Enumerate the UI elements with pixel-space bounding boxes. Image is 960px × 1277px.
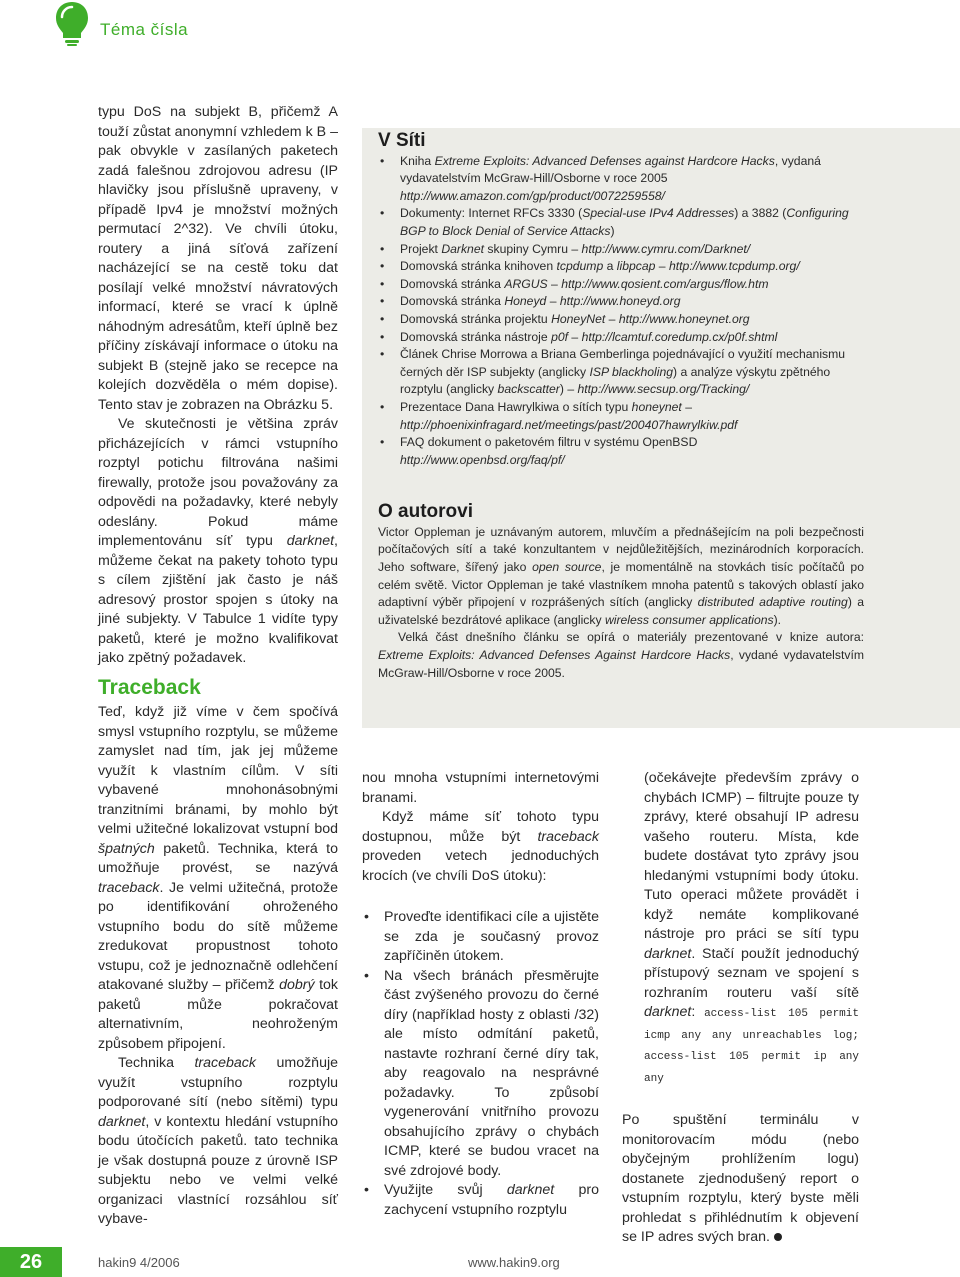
column-2 — [362, 769, 599, 1220]
resource-item: • Kniha Extreme Exploits: Advanced Defenses against Hardcore Hacks, vydaná vydavatelstvím McGraw-Hill/Osborne v roce 2005 http://www.amazon.com/gp/product/0072259558/ — [378, 153, 864, 206]
resource-item: • Projekt Darknet skupiny Cymru – http://www.cymru.com/Darknet/ — [378, 241, 864, 259]
v-siti-heading: V Síti — [378, 130, 426, 151]
col1-paragraph: Teď, když již víme v čem spočívá smysl vstupního rozptylu, se můžeme zamyslet nad tím, jak jej můžeme využít k vlastním cílům. V síti vybavené mnohonásobnými tranzitními bránami, by mohlo být velmi užitečné lokalizovat vstupní bod špatných paketů. Technika, která to umožňuje provést, se nazývá traceback. Je velmi užitečná, protože po identifikování ohroženého vstupního bodu do sítě můžeme zredukovat propustnost tohoto vstupu, což je jednoznačně odlehčení atakované služby – přičemž dobrý tok paketů může pokračovat alternativním, neohroženým způsobem připojení. — [98, 704, 338, 1052]
resource-item: • Článek Chrise Morrowa a Briana Gemberlinga pojednávající o využití mechanismu černých děr ISP subjekty (anglicky ISP blackholing) a analýze výskytu zpětného rozptylu (anglicky backscatter) – http://www.secsup.org/Tracking/ — [378, 346, 864, 399]
autor-text — [378, 524, 864, 682]
col3-paragraph-2: Po spuštění terminálu v monitorovacím módu (nebo obyčejným prohlížením logu) dostanete zjednodušený report o vstupním rozptylu, který byste měli prohledat s přihlédnutím k objevení se IP adres svých bran. — [622, 1112, 859, 1245]
step-item: • Proveďte identifikaci cíle a ujistěte se zda je současný provoz zapříčiněn útokem. — [362, 908, 599, 967]
resource-item: • Domovská stránka nástroje p0f – http://lcamtuf.coredump.cx/p0f.shtml — [378, 329, 864, 347]
issue-label: hakin9 4/2006 — [98, 1255, 180, 1270]
col1-paragraph: typu DoS na subjekt B, přičemž A touží zůstat anonymní vzhledem k B – pak obvykle v zasílaných paketech zadá falešnou zdrojovou adresu (IP hlavičky jsou příslušně upraveny, v případě Ipv4 je množství možných permutací 2^32). Ve chvíli útoku, routery a jiná síťová zařízení nacházející se na cestě toku dat posílají velké množství návratových informací, které se vrací k úplně náhodným adresátům, kteří úplně bez příčiny získávají informace o útoku na subjekt B (stejně jako se recepce na kolejích dozvěděla o mém dopise). Tento stav je zobrazen na Obrázku 5. — [98, 104, 338, 413]
resource-item: • Dokumenty: Internet RFCs 3330 (Special-use IPv4 Addresses) a 3882 (Configuring BGP to Block Denial of Service Attacks) — [378, 205, 864, 240]
col2-paragraph-1: nou mnoha vstupními internetovými branami. — [362, 770, 599, 806]
v-siti-list — [378, 153, 864, 470]
autor-paragraph: Victor Oppleman je uznávaným autorem, mluvčím a přednášejícím na poli bezpečnosti počítačových sítí a také konzultantem v nejdůležitějších, mezinárodních korporacích. Jeho software, šířený jako open source, je momentálně na stovkách tisíc počítačů po celém světě. Victor Oppleman je také vlastníkem mnoha patentů s takových oblastí jako adaptivní výběr připojení v rozprášených sítích (anglicky distributed adaptive routing) a uživatelské bezdrátové aplikace (anglicky wireless consumer applications). — [378, 524, 864, 627]
website-link[interactable]: www.hakin9.org — [468, 1255, 560, 1270]
resource-item: • Domovská stránka ARGUS – http://www.qosient.com/argus/flow.htm — [378, 276, 864, 294]
lightbulb-icon — [54, 0, 90, 46]
autor-heading: O autorovi — [378, 501, 474, 523]
column-1 — [98, 103, 338, 1230]
resource-item: • Prezentace Dana Hawrylkiwa o sítích typu honeynet – http://phoenixinfragard.net/meetings/past/200407hawrylkiw.pdf — [378, 399, 864, 434]
col2-paragraph-2: Když máme síť tohoto typu dostupnou, může být traceback proveden vetech jednoduchých krocích (ve chvíli DoS útoku): — [362, 809, 599, 884]
page-number: 26 — [0, 1247, 62, 1277]
resource-item: • Domovská stránka knihoven tcpdump a libpcap – http://www.tcpdump.org/ — [378, 258, 864, 276]
resource-item: • FAQ dokument o paketovém filtru v systému OpenBSD http://www.openbsd.org/faq/pf/ — [378, 434, 864, 469]
autor-paragraph: Velká část dnešního článku se opírá o materiály prezentované v knize autora: Extreme Exploits: Advanced Defenses Against Hardcore Hacks, vydané vydavatelstvím McGraw-Hill/Osborne v roce 2005. — [378, 630, 864, 680]
resource-item: • Domovská stránka projektu HoneyNet – http://www.honeynet.org — [378, 311, 864, 329]
traceback-heading: Traceback — [98, 675, 201, 699]
resource-item: • Domovská stránka Honeyd – http://www.honeyd.org — [378, 293, 864, 311]
column-3 — [622, 769, 859, 1248]
sidebar-box — [362, 128, 960, 728]
step-item: • Využijte svůj darknet pro zachycení vstupního rozptylu — [362, 1181, 599, 1220]
traceback-steps — [362, 908, 599, 1220]
col1-paragraph: Technika traceback umožňuje využít vstupního rozptylu podporované sítí (nebo sítěmi) typu darknet, v kontextu hledání vstupního bodu útočících paketů. tato technika je však dostupná pouze z úrovně ISP subjektu nebo ve velmi velké organizaci vlastnící rozsáhlou síť vybave- — [98, 1055, 338, 1227]
col1-paragraph: Ve skutečnosti je většina zpráv přicházejících v rámci vstupního rozptyl potichu filtrována našimi firewally, protože jsou považovány za odpovědi na požadavky, které nebyly odeslány. Pokud máme implementovánu síť typu darknet, můžeme čekat na pakety tohoto typu s cílem zjištění jak často je náš adresový prostor spojen s útoky na jiné subjekty. V Tabulce 1 vidíte typy paketů, které je možno kvalifikovat jako zpětný požadavek. — [98, 416, 338, 666]
col3-paragraph-1: (očekávejte především zprávy o chybách ICMP) – filtrujte pouze ty zprávy, které obsahují IP adresu vašeho routeru. Místa, kde budete dostávat tyto zprávy jsou hledanými vstupními body útoku. Tuto operaci můžete provádět i když nemáte komplikované nástroje pro práci se sítí typu darknet. Stačí použít jednoduchý přístupový seznam ve spojení s rozhraním routeru vaší sítě darknet: access-list 105 permit icmp any any unreachables log; access-list 105 permit ip any any — [644, 770, 859, 1085]
end-of-article-mark — [774, 1233, 782, 1241]
section-title: Téma čísla — [100, 20, 189, 39]
step-item: • Na všech bránách přesměrujte část zvýšeného provozu do černé díry (například hosty z oblasti /32) ale místo odmítání paketů, nastavte rozhraní černé díry tak, aby reagovalo na nesprávné požadavky. To způsobí vygenerování vnitřního provozu obsahujícího zprávy o chybách ICMP, které se budou vracet na své zdrojové body. — [362, 967, 599, 1182]
